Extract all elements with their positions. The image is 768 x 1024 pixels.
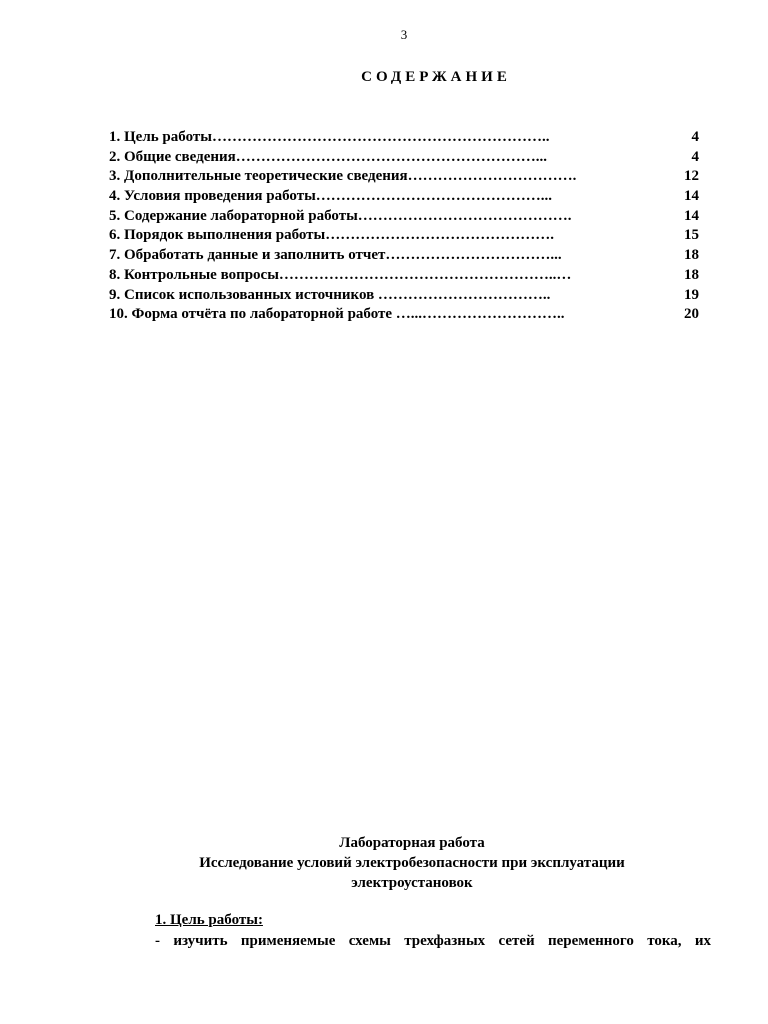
toc-item	[109, 207, 699, 227]
toc-item-page: 12	[684, 168, 699, 185]
toc-item	[109, 226, 699, 246]
toc-item-text: 2. Общие сведения……………………………………………………...	[109, 148, 547, 165]
page-number: 3	[400, 27, 408, 42]
toc-item	[109, 266, 699, 286]
toc-item-page: 4	[691, 129, 699, 145]
lab-heading-line: электроустановок	[351, 875, 473, 891]
toc-item	[109, 246, 699, 266]
toc-item	[109, 305, 699, 325]
table-of-contents	[109, 128, 699, 325]
toc-item-page: 20	[684, 306, 699, 323]
toc-item-text: 1. Цель работы…………………………………………………………..	[109, 129, 550, 145]
section-title: 1. Цель работы:	[155, 912, 263, 928]
lab-heading-line: Исследование условий электробезопасности при эксплуатации	[199, 855, 625, 871]
toc-item	[109, 148, 699, 168]
toc-item-text: 10. Форма отчёта по лабораторной работе …...………………………..	[109, 306, 565, 323]
lab-heading	[0, 833, 768, 893]
toc-item	[109, 286, 699, 306]
toc-item	[109, 128, 699, 148]
toc-item-text: 4. Условия проведения работы………………………………………...	[109, 188, 553, 205]
toc-item	[109, 167, 699, 187]
toc-item-page: 14	[684, 207, 699, 224]
toc-item-text: 7. Обработать данные и заполнить отчет……………………………...	[109, 247, 562, 264]
lab-heading-line: Лабораторная работа	[339, 835, 485, 851]
toc-item-page: 18	[684, 247, 699, 264]
toc-item-page: 14	[684, 188, 699, 205]
toc-item-text: 3. Дополнительные теоретические сведения…………………………….	[109, 168, 577, 185]
toc-item-page: 15	[684, 227, 699, 244]
toc-item-text: 6. Порядок выполнения работы……………………………………….	[109, 227, 555, 244]
toc-item-page: 18	[684, 266, 699, 283]
toc-item-text: 9. Список использованных источников ……………………………..	[109, 286, 551, 303]
toc-item-text: 8. Контрольные вопросы………………………………………………..…	[109, 266, 572, 283]
toc-item	[109, 187, 699, 207]
toc-title: СОДЕРЖАНИЕ	[361, 69, 511, 85]
toc-item-page: 19	[684, 286, 699, 303]
toc-item-page: 4	[691, 148, 699, 165]
body-text-line: - изучить применяемые схемы трехфазных сетей переменного тока, их	[155, 933, 711, 949]
toc-item-text: 5. Содержание лабораторной работы…………………………………….	[109, 207, 572, 224]
